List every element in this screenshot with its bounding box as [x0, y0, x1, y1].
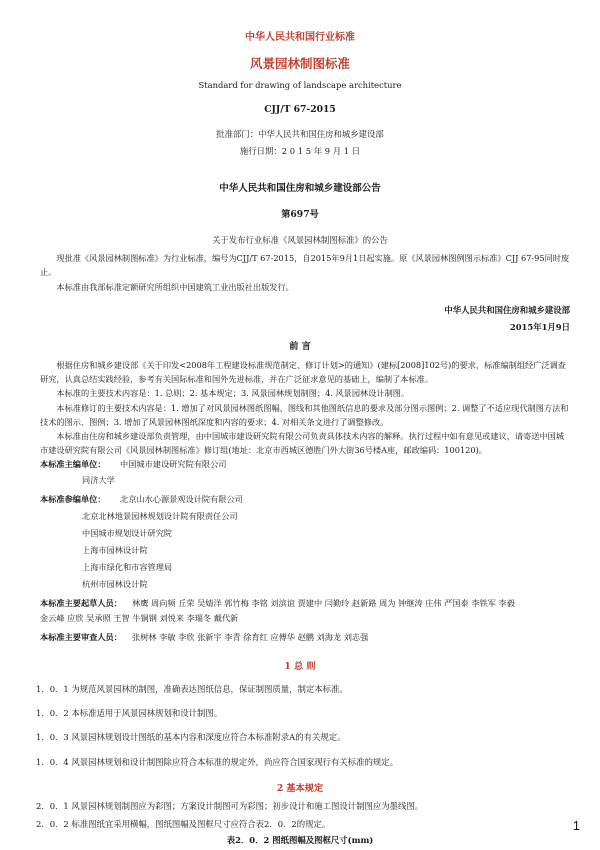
foreword-heading: 前 言 — [289, 341, 311, 352]
standard-title: 风景园林制图标准 — [249, 56, 350, 71]
clause-1-0-4: 1．0．4 风景园林规划和设计制图除应符合本标准的规定外，尚应符合国家现行有关标准的规定。 — [36, 757, 399, 767]
participant-unit: 杭州市园林设计院 — [82, 579, 148, 589]
clause-1-0-1: 1．0．1 为规范风景园林的制图，准确表达图纸信息，保证制图质量，制定本标准。 — [36, 684, 348, 694]
participant-unit: 上海市园林设计院 — [82, 545, 148, 555]
announcement-issuer: 中华人民共和国住房和城乡建设部公告 — [219, 183, 381, 194]
announcement-subject: 关于发布行业标准《风景园林制图标准》的公告 — [212, 235, 388, 245]
participant-unit: 上海市绿化和市容管理局 — [82, 562, 173, 572]
industry-standard-heading: 中华人民共和国行业标准 — [245, 32, 355, 43]
foreword-paragraph-1: 根据住房和城乡建设部《关于印发<2008年工程建设标准规范制定、修订计划>的通知》(建标[2008]102号)的要求，标准编制组经广泛调查研究，认真总结实践经验，参考有关国际标准和国外先进标准，并在广泛征求意见的基础上，编制了本标准。 — [40, 360, 566, 384]
clause-1-0-2: 1．0．2 本标准适用于风景园林规划和设计制图。 — [36, 708, 223, 718]
chief-editor-unit: 中国城市建设研究院有限公司 — [120, 459, 227, 469]
approval-department: 批准部门：中华人民共和国住房和城乡建设部 — [216, 129, 384, 139]
chapter-2-heading: 2 基本规定 — [276, 783, 324, 794]
drafters-list: 林鹰 周向频 丘荣 吴婧洋 郭竹梅 李铭 刘滨谊 贾建中 闫勤玲 赵新路 周为 钟继涛 庄伟 严国泰 李铁军 李毅 — [132, 598, 515, 608]
standard-title-english: Standard for drawing of landscape architecture — [198, 80, 402, 90]
announcement-number: 第697号 — [281, 209, 319, 220]
participant-unit: 北京北林地景园林规划设计院有限责任公司 — [82, 511, 238, 521]
chief-editor-label: 本标准主编单位： — [40, 459, 106, 469]
reviewers-label: 本标准主要审查人员： — [40, 632, 122, 642]
drafters-label: 本标准主要起草人员： — [40, 598, 122, 608]
standard-code: CJJ/T 67-2015 — [264, 104, 336, 115]
foreword-paragraph-3: 本标准修订的主要技术内容是：1. 增加了对风景园林图纸图幅、图线和其他图纸信息的要求及部分图示图例；2. 调整了不适应现代制图方法和技术的图示、图例；3. 增加了风景园林图纸深度和内容的要求；4. 对相关条文进行了调整修改。 — [40, 403, 569, 427]
announcement-date: 2015年1月9日 — [509, 322, 570, 332]
effective-date: 施行日期：2 0 1 5 年 9 月 1 日 — [239, 146, 361, 156]
foreword-paragraph-4: 本标准由住房和城乡建设部负责管理，由中国城市建设研究院有限公司负责具体技术内容的解释。执行过程中如有意见或建议，请寄送中国城市建设研究院有限公司《风景园林制图标准》修订组(地址：北京市西城区德胜门外大街36号楼A座，邮政编码：100120)。 — [40, 431, 565, 455]
page-number: 1 — [572, 818, 580, 833]
clause-2-0-1: 2．0．1 风景园林规划制图应为彩图；方案设计制图可为彩图；初步设计和施工图设计制图应为墨线图。 — [36, 801, 424, 811]
clause-1-0-3: 1．0．3 风景园林规划设计图纸的基本内容和深度应符合本标准附录A的有关规定。 — [36, 732, 346, 742]
table-caption: 表2．0．2 图纸图幅及图框尺寸(mm) — [226, 835, 374, 845]
chief-editor-unit: 同济大学 — [82, 475, 115, 485]
clause-2-0-2: 2．0．2 标准图纸宜采用横幅，图纸图幅及图框尺寸应符合表2．0．2的规定。 — [36, 819, 331, 829]
announcement-body-1: 现批准《风景园林制图标准》为行业标准，编号为CJJ/T 67-2015，自2015年9月1日起实施。原《风景园林图例图示标准》CJJ 67-95同时废止。 — [40, 253, 570, 277]
announcement-signer: 中华人民共和国住房和城乡建设部 — [444, 305, 570, 315]
participant-unit: 中国城市规划设计研究院 — [82, 528, 173, 538]
foreword-paragraph-2: 本标准的主要技术内容是：1. 总则；2. 基本规定；3. 风景园林规划制图；4. 风景园林设计制图。 — [56, 388, 410, 398]
drafters-list-continued: 金云峰 应欣 吴承照 王智 牛铜钢 刘悦来 李瑞冬 戴代新 — [40, 613, 239, 623]
participant-units-label: 本标准参编单位： — [40, 494, 106, 504]
announcement-body-2: 本标准由我部标准定额研究所组织中国建筑工业出版社出版发行。 — [56, 282, 294, 292]
reviewers-list: 张树林 李敏 李欣 张新宇 李青 徐育红 应傅华 赵鹏 刘海龙 刘志强 — [132, 632, 369, 642]
chapter-1-heading: 1 总 则 — [284, 661, 316, 672]
participant-unit: 北京山水心源景观设计院有限公司 — [120, 494, 243, 504]
